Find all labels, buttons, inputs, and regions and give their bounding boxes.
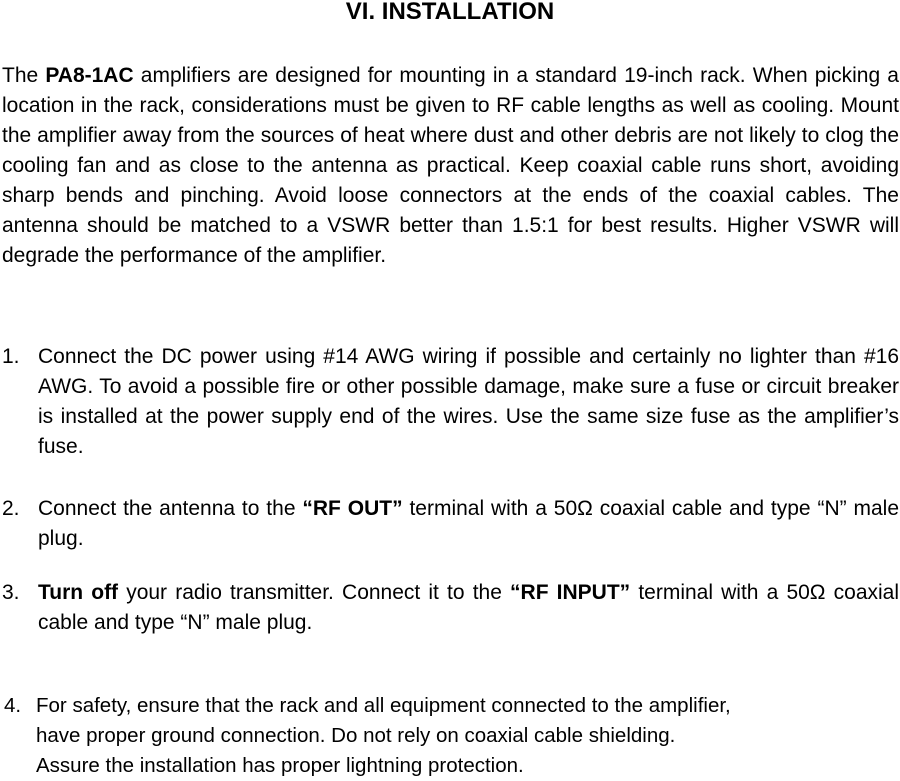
step-number: 1. bbox=[2, 345, 20, 368]
turn-off-emphasis: Turn off bbox=[38, 581, 119, 604]
step-text-before: your radio transmitter. Connect it to the bbox=[118, 581, 511, 604]
step-line: For safety, ensure that the rack and all equipment connected to the amplifier, bbox=[36, 694, 731, 717]
step-number: 3. bbox=[2, 581, 20, 604]
step-number: 2. bbox=[2, 497, 20, 520]
step-text-after: terminal with a 50Ω coaxial cable and type “N” male plug. bbox=[38, 497, 900, 550]
rf-input-terminal: “RF INPUT” bbox=[510, 581, 631, 604]
section-title: VI. INSTALLATION bbox=[345, 0, 555, 25]
step-text bbox=[36, 691, 896, 781]
model-name: PA8-1AC bbox=[45, 64, 134, 87]
step-line: Assure the installation has proper lightning protection. bbox=[36, 754, 524, 777]
intro-prefix: The bbox=[2, 64, 46, 87]
step-text-before: Connect the antenna to the bbox=[38, 497, 303, 520]
intro-paragraph bbox=[2, 61, 899, 271]
step-text-after: terminal with a 50Ω coaxial cable and type “N” male plug. bbox=[38, 581, 900, 634]
step-text: Connect the DC power using #14 AWG wiring if possible and certainly no lighter than #16 AWG. To avoid a possible fire or other possible damage, make sure a fuse or circuit breaker is installed at the power supply end of the wires. Use the same size fuse as the amplifier’s fuse. bbox=[38, 345, 899, 458]
step-text bbox=[38, 578, 899, 638]
step-number: 4. bbox=[4, 694, 22, 717]
step-line: have proper ground connection. Do not rely on coaxial cable shielding. bbox=[36, 724, 676, 747]
rf-out-terminal: “RF OUT” bbox=[302, 497, 403, 520]
intro-text: amplifiers are designed for mounting in a standard 19-inch rack. When picking a location in the rack, considerations must be given to RF cable lengths as well as cooling. Mount the amplifier away from the sources of heat where dust and other debris are not likely to clog the cooling fan and as close to the antenna as practical. Keep coaxial cable runs short, avoiding sharp bends and pinching. Avoid loose connectors at the ends of the coaxial cables. The antenna should be matched to a VSWR better than 1.5:1 for best results. Higher VSWR will degrade the performance of the amplifier. bbox=[2, 64, 899, 267]
step-text bbox=[38, 494, 899, 554]
